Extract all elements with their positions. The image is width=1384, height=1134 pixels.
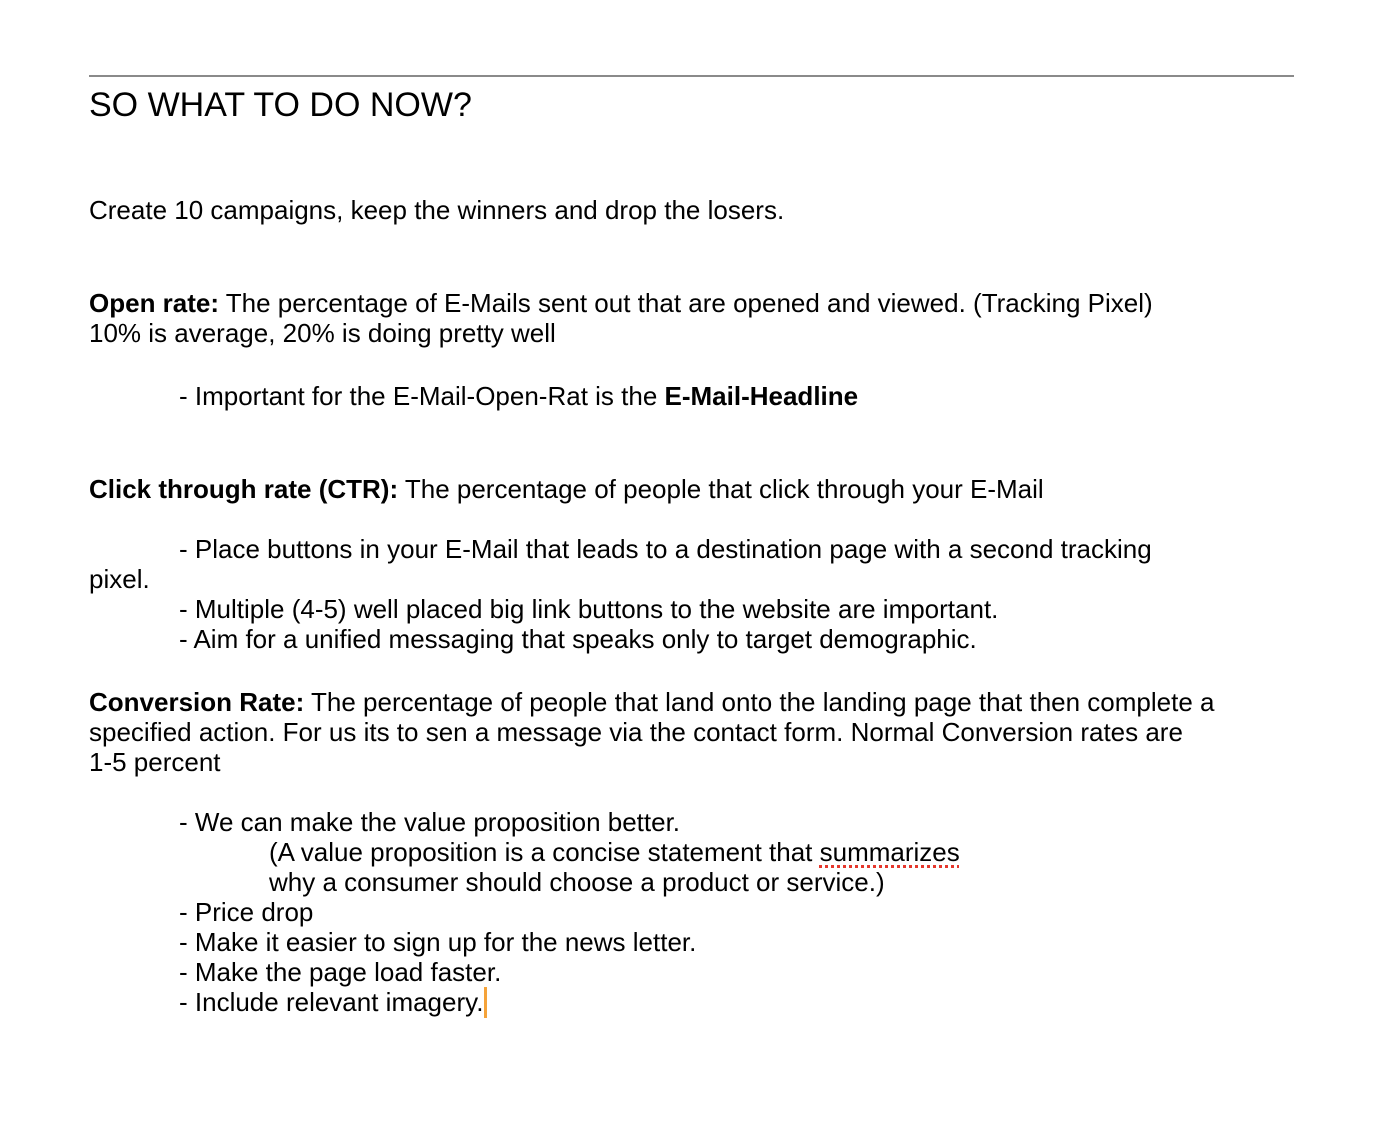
conversion-tip-1: - We can make the value proposition better.	[179, 807, 681, 837]
ctr-term: Click through rate (CTR):	[89, 474, 399, 504]
open-rate-tip	[89, 381, 1299, 411]
conversion-definition-text: The percentage of people that land onto the landing page that then complete a	[304, 687, 1215, 717]
conversion-term: Conversion Rate:	[89, 687, 305, 717]
open-rate-definition	[89, 288, 1299, 318]
text-caret	[484, 987, 487, 1018]
open-rate-definition-text: The percentage of E-Mails sent out that are opened and viewed. (Tracking Pixel)	[219, 288, 1153, 318]
open-rate-tip-bold: E-Mail-Headline	[664, 381, 859, 411]
open-rate-benchmark: 10% is average, 20% is doing pretty well	[89, 318, 556, 348]
ctr-definition-text: The percentage of people that click through your E-Mail	[398, 474, 1044, 504]
conversion-definition-line-3: 1-5 percent	[89, 747, 221, 777]
ctr-tip-1-continued: pixel.	[89, 564, 150, 594]
conversion-tip-2: - Price drop	[179, 897, 314, 927]
value-proposition-note-line-2: why a consumer should choose a product or service.)	[269, 867, 885, 897]
ctr-tip-1: - Place buttons in your E-Mail that leads to a destination page with a second tracking	[179, 534, 1152, 564]
conversion-definition	[89, 687, 1299, 717]
conversion-tip-3: - Make it easier to sign up for the news letter.	[179, 927, 697, 957]
ctr-definition	[89, 474, 1299, 504]
page-heading: SO WHAT TO DO NOW?	[89, 86, 472, 124]
horizontal-rule	[89, 75, 1294, 77]
ctr-tip-3: - Aim for a unified messaging that speaks only to target demographic.	[179, 624, 977, 654]
conversion-tip-5	[89, 987, 1299, 1018]
value-proposition-note-text: (A value proposition is a concise statement that	[269, 837, 820, 867]
spellcheck-flagged-word[interactable]: summarizes	[819, 837, 960, 867]
conversion-definition-line-2: specified action. For us its to sen a message via the contact form. Normal Conversion rates are	[89, 717, 1183, 747]
open-rate-term: Open rate:	[89, 288, 220, 318]
open-rate-tip-text: - Important for the E-Mail-Open-Rat is the	[179, 381, 665, 411]
conversion-tip-5-text: - Include relevant imagery.	[179, 987, 484, 1017]
document-body[interactable]	[89, 195, 1299, 1018]
ctr-tip-2: - Multiple (4-5) well placed big link buttons to the website are important.	[179, 594, 999, 624]
value-proposition-note	[89, 837, 1299, 867]
intro-paragraph: Create 10 campaigns, keep the winners and drop the losers.	[89, 195, 785, 225]
conversion-tip-4: - Make the page load faster.	[179, 957, 502, 987]
